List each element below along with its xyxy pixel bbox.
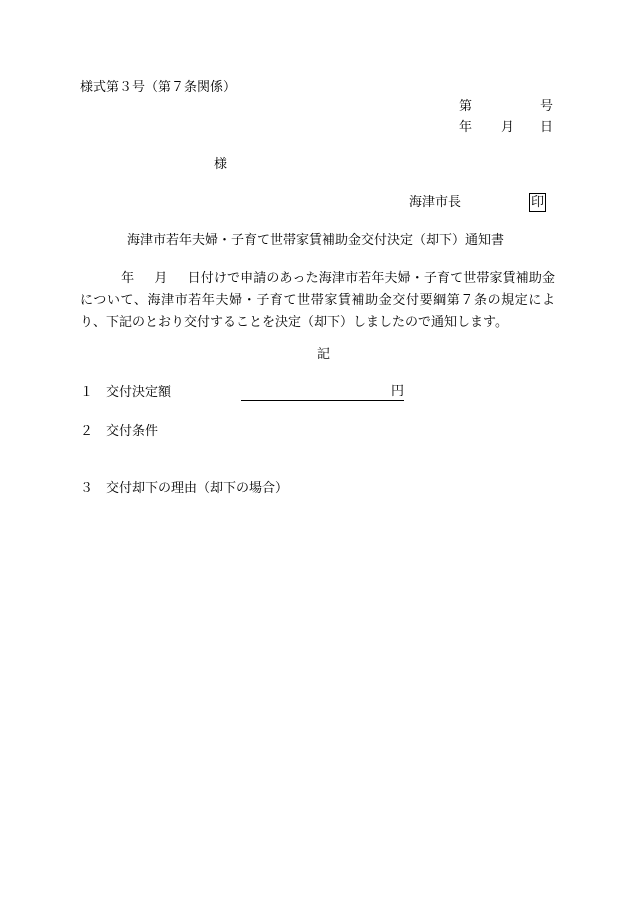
document-number-suffix: 号	[540, 99, 554, 114]
ki-heading: 記	[317, 347, 331, 362]
seal-mark: 印	[531, 195, 545, 210]
item-1-label: 交付決定額	[106, 385, 172, 400]
date-day-label: 日	[540, 120, 554, 135]
date-month-label: 月	[501, 120, 515, 135]
body-year-label: 年	[121, 271, 135, 286]
item-2-label: 交付条件	[106, 424, 159, 439]
amount-blank-line	[241, 384, 404, 401]
amount-unit: 円	[390, 384, 404, 399]
issuer-name: 海津市長	[409, 195, 462, 210]
body-text: 日付けで申請のあった海津市若年夫婦・子育て世帯家賃補助金について、海津市若年夫婦・子育て世帯家賃補助金交付要綱第７条の規定により、下記のとおり交付することを決定（却下）しましたので通知します。	[80, 271, 555, 330]
item-1-number: １	[80, 385, 94, 400]
document-title: 海津市若年夫婦・子育て世帯家賃補助金交付決定（却下）通知書	[127, 233, 505, 248]
document-number-label: 第	[459, 99, 473, 114]
body-paragraph	[80, 268, 555, 334]
item-3-number: ３	[80, 481, 94, 496]
item-3-label: 交付却下の理由（却下の場合）	[106, 481, 289, 496]
form-number: 様式第３号（第７条関係）	[80, 80, 237, 95]
date-year-label: 年	[459, 120, 473, 135]
addressee-suffix: 様	[214, 157, 228, 172]
body-month-label: 月	[154, 271, 168, 286]
item-2-number: ２	[80, 424, 94, 439]
